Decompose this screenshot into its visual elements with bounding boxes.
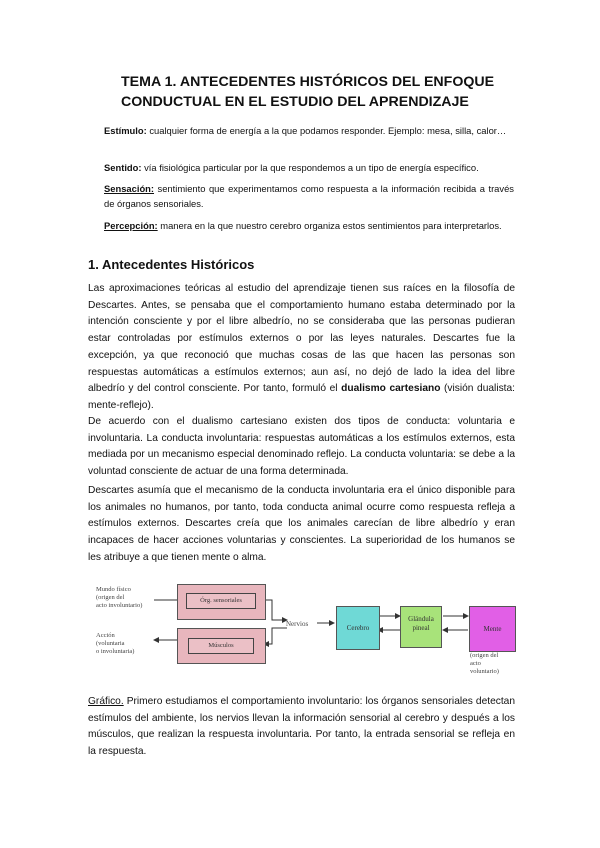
label-line: (voluntaria — [96, 640, 125, 647]
definition-text: sentimiento que experimentamos como respuesta a la información recibida a través de órganos sensoriales. — [104, 183, 514, 209]
definition-term: Percepción: — [104, 220, 158, 231]
definition-term: Sentido: — [104, 162, 142, 173]
paragraph-1 — [88, 281, 515, 415]
label-line: (origen del — [96, 594, 125, 601]
glandula-line: Glándula — [408, 615, 434, 623]
cerebro-box: Cerebro — [336, 606, 380, 650]
grafico-text: Primero estudiamos el comportamiento involuntario: los órganos sensoriales detectan estímulos del ambiente, los nervios llevan la información sensorial al cerebro y después a los músculos, que realizan la respuesta involuntaria. Por tanto, la entrada sensorial se refleja en la respuesta. — [88, 696, 515, 758]
paragraph-2: De acuerdo con el dualismo cartesiano existen dos tipos de conducta: voluntaria e involuntaria. La conducta involuntaria: respuestas automáticas a los estímulos externos, esta mediada por un mecanismo especial denominado reflejo. La conducta voluntaria: se debe a la voluntad consciente de actuar de una forma determinada. — [88, 416, 515, 478]
grafico-paragraph — [88, 694, 515, 761]
paragraph-text: Las aproximaciones teóricas al estudio del aprendizaje tienen sus raíces en la filosofía de Descartes. Antes, se pensaba que el comportamiento humano estaba determinado por la intención consciente y por el libre albedrío, no se consideraba que las personas pudieran estar controladas por estímulos externos o por las leyes naturales. Descartes fue la excepción, ya que reconoció que muchas cosas de las que hacen las personas son respuestas automáticas a estímulos externos; aun así, no dejó de lado la idea del libre albedrío y del control consciente. Por tanto, formuló el — [88, 283, 515, 395]
grafico-label: Gráfico. — [88, 696, 124, 707]
label-line: o involuntaria) — [96, 648, 135, 655]
nervios-label: Nervios — [286, 620, 309, 628]
label-line: voluntario) — [470, 668, 499, 675]
definition-estimulo — [104, 123, 514, 138]
label-line: Acción — [96, 632, 115, 639]
definition-term: Sensación: — [104, 183, 155, 194]
definition-text: vía fisiológica particular por la que respondemos a un tipo de energía específico. — [141, 162, 479, 173]
section-heading: 1. Antecedentes Históricos — [88, 257, 255, 272]
org-sensoriales: Órg. sensoriales — [186, 593, 256, 609]
definition-sensacion — [104, 181, 514, 211]
mente-box: Mente — [469, 606, 516, 652]
paragraph-text: (visión dualista: mente-reflejo). — [88, 383, 515, 411]
definition-sentido — [104, 160, 514, 175]
dualismo-term: dualismo cartesiano — [341, 383, 441, 395]
accion-label — [96, 632, 134, 656]
glandula-pineal-box — [400, 606, 442, 648]
label-line: acto — [470, 660, 481, 667]
dualism-diagram — [82, 572, 522, 687]
definition-percepcion — [104, 218, 514, 233]
definition-term: Estímulo: — [104, 125, 147, 136]
musculos: Músculos — [188, 638, 254, 654]
mundo-fisico-label — [96, 586, 142, 610]
sensory-box — [177, 584, 266, 620]
label-line: acto involuntario) — [96, 602, 143, 609]
diagram-arrows — [82, 572, 522, 687]
page-title: TEMA 1. ANTECEDENTES HISTÓRICOS DEL ENFOQUE CONDUCTUAL EN EL ESTUDIO DEL APRENDIZAJE — [121, 74, 495, 110]
definition-text: cualquier forma de energía a la que podamos responder. Ejemplo: mesa, silla, calor… — [146, 125, 507, 136]
mente-origin-label — [470, 652, 499, 676]
glandula-line: pineal — [412, 624, 430, 632]
paragraph-3: Descartes asumía que el mecanismo de la conducta involuntaria era el único disponible para los animales no humanos, por tanto, toda conducta animal ocurre como respuesta refleja a estímulos externos. Descartes creía que los animales carecían de libre albedrío y eran incapaces de hacer acciones voluntarias y conscientes. La superioridad de los humanos se les atribuye a que tienen mente o alma. — [88, 485, 515, 563]
label-line: (origen del — [470, 652, 499, 659]
label-line: Mundo físico — [96, 586, 131, 593]
definition-text: manera en la que nuestro cerebro organiza estos sentimientos para interpretarlos. — [157, 220, 502, 231]
muscle-box — [177, 628, 266, 664]
